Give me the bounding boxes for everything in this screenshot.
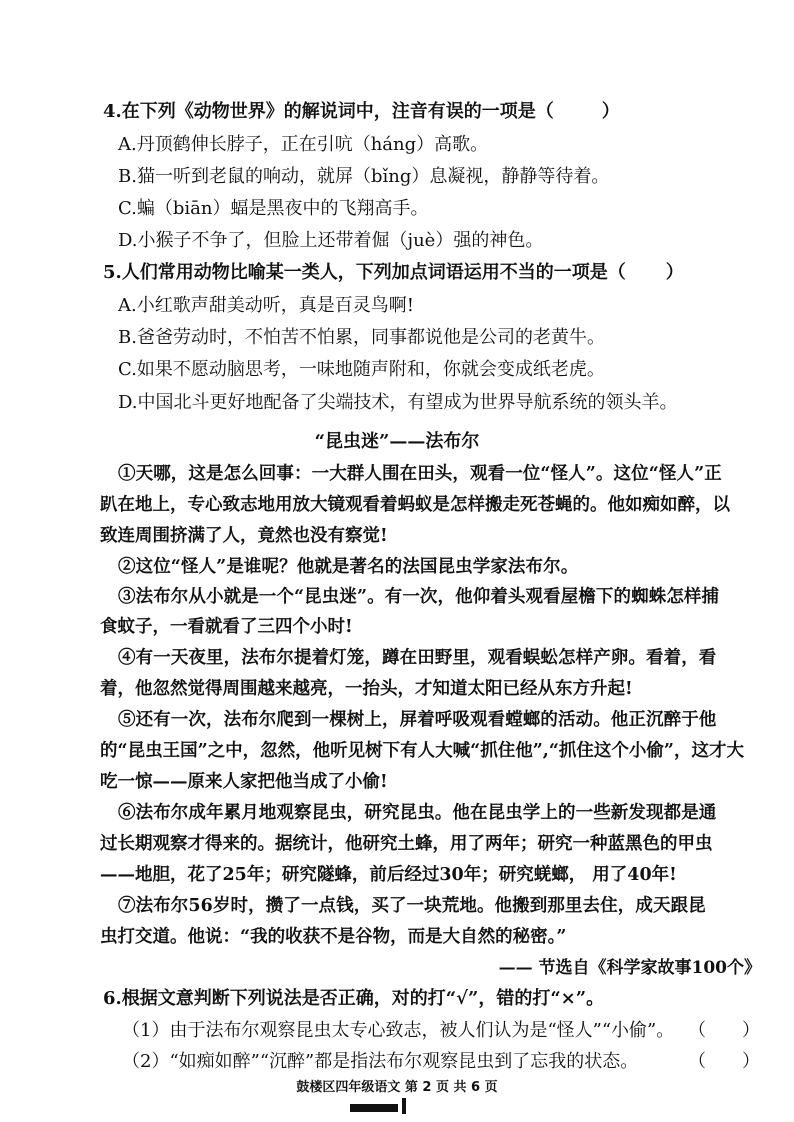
scan-mark (350, 1104, 398, 1112)
passage-line: 着，他忽然觉得周围越来越亮，一抬头，才知道太阳已经从东方升起! (100, 679, 633, 699)
q5-option-d: D.中国北斗更好地配备了尖端技术，有望成为世界导航系统的领头羊。 (118, 392, 678, 413)
q6-item-2-blank[interactable]: （ ） (688, 1051, 760, 1072)
question-4-stem: 4.在下列《动物世界》的解说词中，注音有误的一项是（ ） (103, 101, 620, 122)
passage-line: ②这位“怪人”是谁呢？他就是著名的法国昆虫学家法布尔。 (118, 557, 579, 577)
passage-line: ⑦法布尔56岁时，攒了一点钱，买了一块荒地。他搬到那里去住，成天跟昆 (118, 896, 706, 916)
question-5-stem: 5.人们常用动物比喻某一类人，下列加点词语运用不当的一项是（ ） (103, 262, 684, 283)
q4-option-b: B.猫一听到老鼠的响动，就屏（bǐng）息凝视，静静等待着。 (118, 166, 610, 187)
passage-line: ④有一天夜里，法布尔提着灯笼，蹲在田野里，观看蜈蚣怎样产卵。看着，看 (118, 648, 717, 668)
passage-line: 食蚊子，一看就看了三四个小时! (100, 617, 353, 637)
question-6-stem: 6.根据文意判断下列说法是否正确，对的打“√”，错的打“×”。 (103, 988, 605, 1009)
q5-option-b: B.爸爸劳动时，不怕苦不怕累，同事都说他是公司的老黄牛。 (118, 327, 605, 348)
passage-line: ——地胆，花了25年；研究隧蜂，前后经过30年；研究蜣螂， 用了40年! (100, 865, 677, 885)
passage-line: 的“昆虫王国”之中，忽然，他听见树下有人大喊“抓住他”,“抓住这个小偷”，这才大 (100, 741, 744, 761)
q4-option-a: A.丹顶鹤伸长脖子，正在引吭（háng）高歌。 (118, 134, 489, 155)
passage-line: ⑤还有一次，法布尔爬到一棵树上，屏着呼吸观看螳螂的活动。他正沉醉于他 (118, 710, 717, 730)
passage-line: 虫打交道。他说：“我的收获不是谷物，而是大自然的秘密。” (100, 927, 567, 947)
passage-line: ③法布尔从小就是一个“昆虫迷”。有一次，他仰着头观看屋檐下的蜘蛛怎样捕 (118, 587, 720, 607)
q6-item-1: （1）由于法布尔观察昆虫太专心致志，被人们认为是“怪人”“小偷”。 (122, 1020, 675, 1041)
scan-mark (402, 1098, 406, 1114)
passage-source: —— 节选自《科学家故事100个》 (498, 958, 761, 978)
q5-option-a: A.小红歌声甜美动听，真是百灵鸟啊! (118, 295, 414, 316)
passage-line: 吃一惊——原来人家把他当成了小偷! (100, 772, 388, 792)
q4-option-d: D.小猴子不争了，但脸上还带着倔（juè）强的神色。 (118, 230, 544, 251)
page-footer: 鼓楼区四年级语文 第 2 页 共 6 页 (296, 1080, 498, 1095)
passage-line: ①天哪，这是怎么回事：一大群人围在田头，观看一位“怪人”。这位“怪人”正 (118, 464, 722, 484)
passage-title: “昆虫迷”——法布尔 (314, 431, 480, 452)
q4-option-c: C.蝙（biān）蝠是黑夜中的飞翔高手。 (118, 198, 429, 219)
passage-line: 过长期观察才得来的。据统计，他研究土蜂，用了两年；研究一种蓝黑色的甲虫 (100, 834, 713, 854)
q6-item-2: （2）“如痴如醉”“沉醉”都是指法布尔观察昆虫到了忘我的状态。 (122, 1051, 639, 1072)
q6-item-1-blank[interactable]: （ ） (688, 1020, 760, 1041)
passage-line: ⑥法布尔成年累月地观察昆虫，研究昆虫。他在昆虫学上的一些新发现都是通 (118, 803, 717, 823)
passage-line: 致连周围挤满了人，竟然也没有察觉! (100, 526, 388, 546)
passage-line: 趴在地上，专心致志地用放大镜观看着蚂蚁是怎样搬走死苍蝇的。他如痴如醉，以 (100, 495, 730, 515)
q5-option-c: C.如果不愿动脑思考，一味地随声附和，你就会变成纸老虎。 (118, 359, 605, 380)
